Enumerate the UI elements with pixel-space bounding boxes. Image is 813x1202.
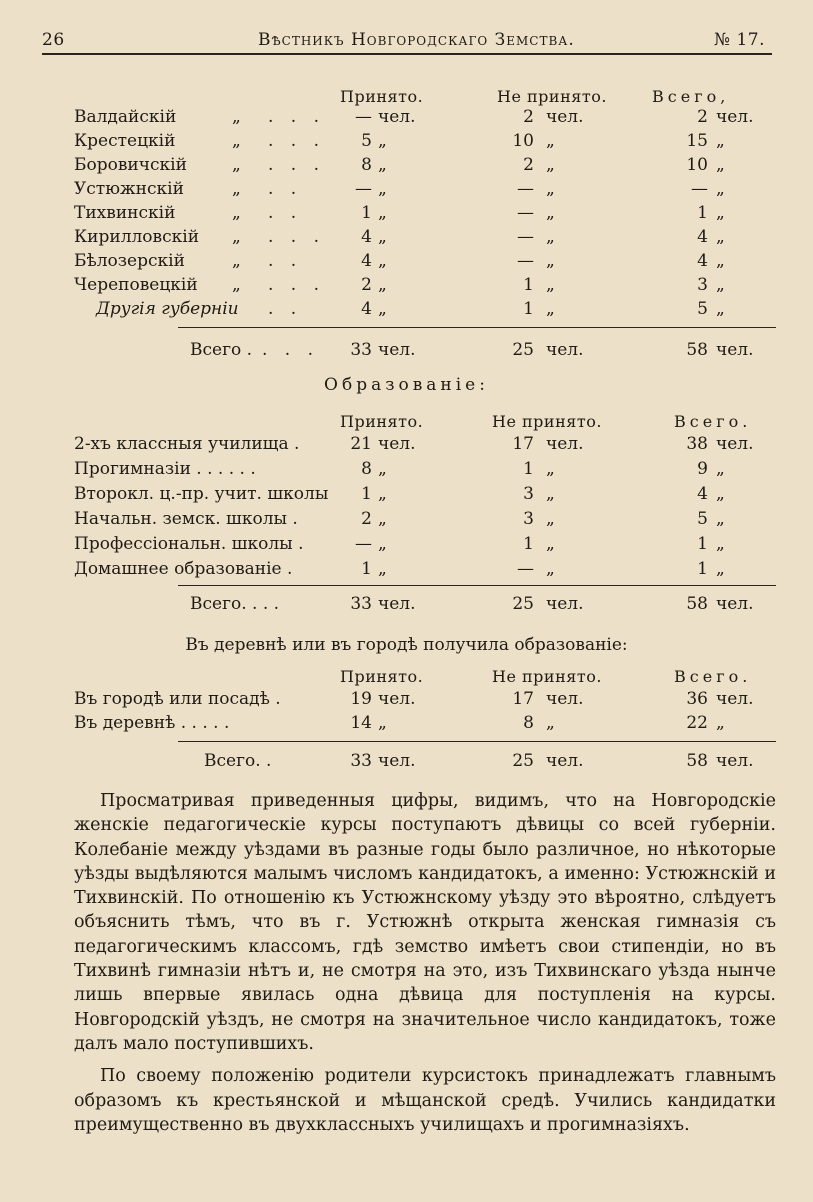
table-row: Въ деревнѣ . . . . . 14 „ 8 „ 22 „ (74, 713, 725, 733)
table-row: Устюжнскій „ . . — „ — „ — „ (74, 179, 725, 199)
table-row: Бѣлозерскій „ . . 4 „ — „ 4 „ (74, 251, 725, 271)
table-row: Домашнее образованіе . 1 „ — „ 1 „ (74, 559, 725, 579)
t1-col-accepted: Принято. (340, 87, 424, 106)
table-row: Въ городѣ или посадѣ . 19 чел. 17 чел. 36 чел. (74, 689, 754, 709)
header-rule (42, 53, 772, 55)
table-row: Крестецкій „ . . . 5 „ 10 „ 15 „ (74, 131, 725, 151)
table-row: Профессіональн. школы . — „ 1 „ 1 „ (74, 534, 725, 554)
sum-rule (178, 585, 776, 586)
issue-number: № 17. (713, 30, 765, 50)
t2-col-rejected: Не принято. (492, 412, 602, 431)
table-row: Череповецкій „ . . . 2 „ 1 „ 3 „ (74, 275, 725, 295)
t3-col-total: Всего. (674, 667, 752, 686)
t3-col-accepted: Принято. (340, 667, 424, 686)
table-row: Тихвинскій „ . . 1 „ — „ 1 „ (74, 203, 725, 223)
table-row: Второкл. ц.-пр. учит. школы 1 „ 3 „ 4 „ (74, 484, 725, 504)
t1-col-rejected: Не принято. (497, 87, 607, 106)
t2-col-total: Всего. (674, 412, 752, 431)
table-row: Другія губерніи . . 4 „ 1 „ 5 „ (96, 299, 725, 319)
table-row: Прогимназіи . . . . . . 8 „ 1 „ 9 „ (74, 459, 725, 479)
section-title-education: Образованіе: (324, 375, 489, 395)
table-total-row: Всего. . 33 чел. 25 чел. 58 чел. (204, 751, 754, 771)
table-row: Начальн. земск. школы . 2 „ 3 „ 5 „ (74, 509, 725, 529)
body-text (74, 789, 776, 1137)
paragraph: По своему положенію родители курсистокъ принадлежатъ главнымъ образомъ къ крестьянской и мѣщанской средѣ. Учились кандидатки преимущественно въ двухклассныхъ училищахъ и прогимназіяхъ. (74, 1066, 776, 1135)
table-total-row: Всего . . . . 33 чел. 25 чел. 58 чел. (190, 340, 754, 360)
page-number: 26 (42, 30, 65, 50)
table-row: Боровичскій „ . . . 8 „ 2 „ 10 „ (74, 155, 725, 175)
table-total-row: Всего. . . . 33 чел. 25 чел. 58 чел. (190, 594, 754, 614)
sum-rule (178, 327, 776, 328)
table-row: Валдайскій „ . . . — чел. 2 чел. 2 чел. (74, 107, 754, 127)
t3-col-rejected: Не принято. (492, 667, 602, 686)
section-title-village-city: Въ деревнѣ или въ городѣ получила образованіе: (185, 635, 628, 655)
t2-col-accepted: Принято. (340, 412, 424, 431)
table-row: 2-хъ классныя училища . 21 чел. 17 чел. 38 чел. (74, 434, 754, 454)
paragraph: Просматривая приведенныя цифры, видимъ, что на Новгородскіе женскіе педагогическіе курсы поступаютъ дѣвицы со всей губерніи. Колебаніе между уѣздами въ разные годы было различное, но нѣкоторые уѣзды выдѣляются малымъ числомъ кандидатокъ, а именно: Устюжнскій и Тихвинскій. По отношенію къ Устюжнскому уѣзду это вѣроятно, слѣдуетъ объяснить тѣмъ, что въ г. Устюжнѣ открыта женская гимназія съ педагогическимъ классомъ, гдѣ земство имѣетъ свои стипендіи, но въ Тихвинѣ гимназіи нѣтъ и, не смотря на это, изъ Тихвинскаго уѣзда нынче лишь впервые явилась одна дѣвица для поступленія на курсы. Новгородскій уѣздъ, не смотря на значительное число кандидатокъ, тоже далъ мало поступившихъ. (74, 791, 776, 1054)
table-row: Кирилловскій „ . . . 4 „ — „ 4 „ (74, 227, 725, 247)
t1-col-total: Всего, (652, 87, 730, 106)
sum-rule (178, 741, 776, 742)
journal-title: Вѣстникъ Новгородскаго Земства. (258, 30, 575, 50)
